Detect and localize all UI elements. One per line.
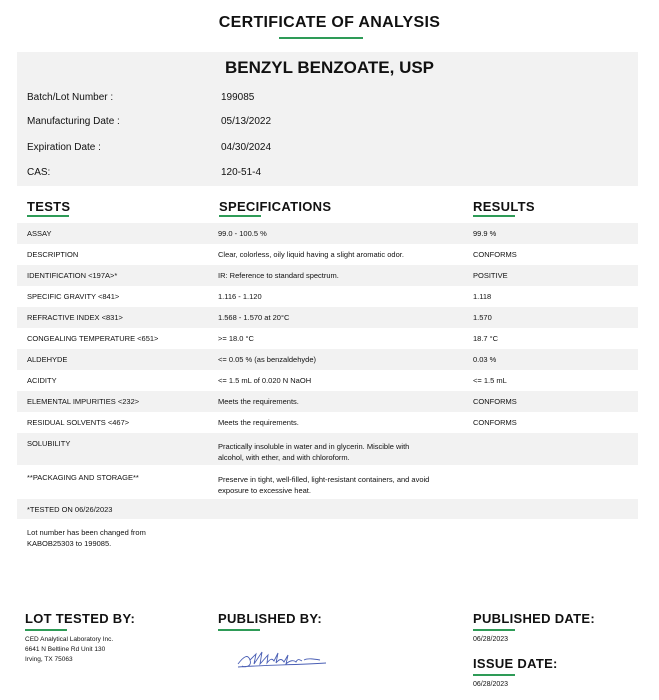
lab-name: CED Analytical Laboratory Inc. — [25, 636, 114, 643]
specifications-underline — [219, 215, 261, 217]
title-underline — [279, 37, 363, 39]
results-underline — [473, 215, 515, 217]
test-name: IDENTIFICATION <197A>* — [27, 271, 118, 280]
test-spec: 1.116 - 1.120 — [218, 292, 262, 301]
specifications-heading: SPECIFICATIONS — [219, 199, 332, 214]
table-row — [17, 412, 638, 433]
tests-underline — [27, 215, 69, 217]
tests-heading: TESTS — [27, 199, 71, 214]
test-name: ALDEHYDE — [27, 355, 68, 364]
results-heading: RESULTS — [473, 199, 535, 214]
lab-city: Irving, TX 75063 — [25, 656, 73, 663]
issue-date-value: 06/28/2023 — [473, 681, 509, 688]
table-row — [17, 328, 638, 349]
test-result: 99.9 % — [473, 229, 497, 238]
test-result: 1.570 — [473, 313, 492, 322]
cas-value: 120-51-4 — [221, 167, 262, 178]
product-name: BENZYL BENZOATE, USP — [224, 58, 435, 77]
tested-on-row — [17, 499, 638, 519]
lab-address: 6641 N Beltline Rd Unit 130 — [25, 646, 106, 653]
test-spec: <= 0.05 % (as benzaldehyde) — [218, 355, 316, 364]
test-name: **PACKAGING AND STORAGE** — [27, 473, 139, 482]
cas-label: CAS: — [27, 167, 51, 178]
issue-date-heading: ISSUE DATE: — [473, 656, 558, 671]
tested-on-note: *TESTED ON 06/26/2023 — [27, 505, 113, 514]
table-row — [17, 391, 638, 412]
batch-value: 199085 — [221, 92, 255, 103]
test-name: ASSAY — [27, 229, 52, 238]
test-result: 18.7 °C — [473, 334, 499, 343]
test-name: SOLUBILITY — [27, 439, 71, 448]
table-row — [17, 349, 638, 370]
test-spec: Preserve in tight, well-filled, light-resistant containers, and avoid exposure to excessive heat. — [218, 475, 430, 495]
published-by-heading: PUBLISHED BY: — [218, 611, 323, 626]
table-row — [17, 465, 638, 499]
test-spec: IR: Reference to standard spectrum. — [218, 271, 339, 280]
published-by-underline — [218, 629, 260, 631]
mfg-date-value: 05/13/2022 — [221, 116, 272, 127]
batch-label: Batch/Lot Number : — [27, 92, 114, 103]
lot-change-note: Lot number has been changed from KABOB25303 to 199085. — [27, 528, 146, 548]
test-spec: >= 18.0 °C — [218, 334, 254, 343]
lot-tested-by-underline — [25, 629, 67, 631]
test-name: ELEMENTAL IMPURITIES <232> — [27, 397, 140, 406]
published-date-heading: PUBLISHED DATE: — [473, 611, 595, 626]
table-row — [17, 286, 638, 307]
test-result: CONFORMS — [473, 250, 517, 259]
test-spec: 1.568 - 1.570 at 20°C — [218, 313, 290, 322]
test-name: CONGEALING TEMPERATURE <651> — [27, 334, 159, 343]
test-spec: 99.0 - 100.5 % — [218, 229, 267, 238]
table-row — [17, 433, 638, 465]
test-spec: <= 1.5 mL of 0.020 N NaOH — [218, 376, 312, 385]
test-name: SPECIFIC GRAVITY <841> — [27, 292, 120, 301]
test-result: CONFORMS — [473, 418, 517, 427]
test-result: 1.118 — [473, 292, 492, 301]
test-spec: Meets the requirements. — [218, 418, 299, 427]
mfg-date-label: Manufacturing Date : — [27, 116, 120, 127]
published-date-underline — [473, 629, 515, 631]
test-spec: Practically insoluble in water and in glycerin. Miscible with alcohol, with ether, and with chloroform. — [218, 442, 410, 462]
signature-image — [234, 646, 334, 672]
published-date-value: 06/28/2023 — [473, 636, 509, 643]
document-title: CERTIFICATE OF ANALYSIS — [218, 14, 441, 31]
test-spec: Meets the requirements. — [218, 397, 299, 406]
exp-date-value: 04/30/2024 — [221, 142, 272, 153]
test-result: POSITIVE — [473, 271, 508, 280]
issue-date-underline — [473, 674, 515, 676]
test-name: DESCRIPTION — [27, 250, 79, 259]
table-row — [17, 307, 638, 328]
test-result: 0.03 % — [473, 355, 497, 364]
test-spec: Clear, colorless, oily liquid having a slight aromatic odor. — [218, 250, 404, 259]
test-name: ACIDITY — [27, 376, 57, 385]
test-result: <= 1.5 mL — [473, 376, 507, 385]
table-row — [17, 265, 638, 286]
exp-date-label: Expiration Date : — [27, 142, 101, 153]
test-name: RESIDUAL SOLVENTS <467> — [27, 418, 130, 427]
table-row — [17, 370, 638, 391]
table-row — [17, 223, 638, 244]
lot-tested-by-heading: LOT TESTED BY: — [25, 611, 136, 626]
test-name: REFRACTIVE INDEX <831> — [27, 313, 123, 322]
test-result: CONFORMS — [473, 397, 517, 406]
table-row — [17, 244, 638, 265]
